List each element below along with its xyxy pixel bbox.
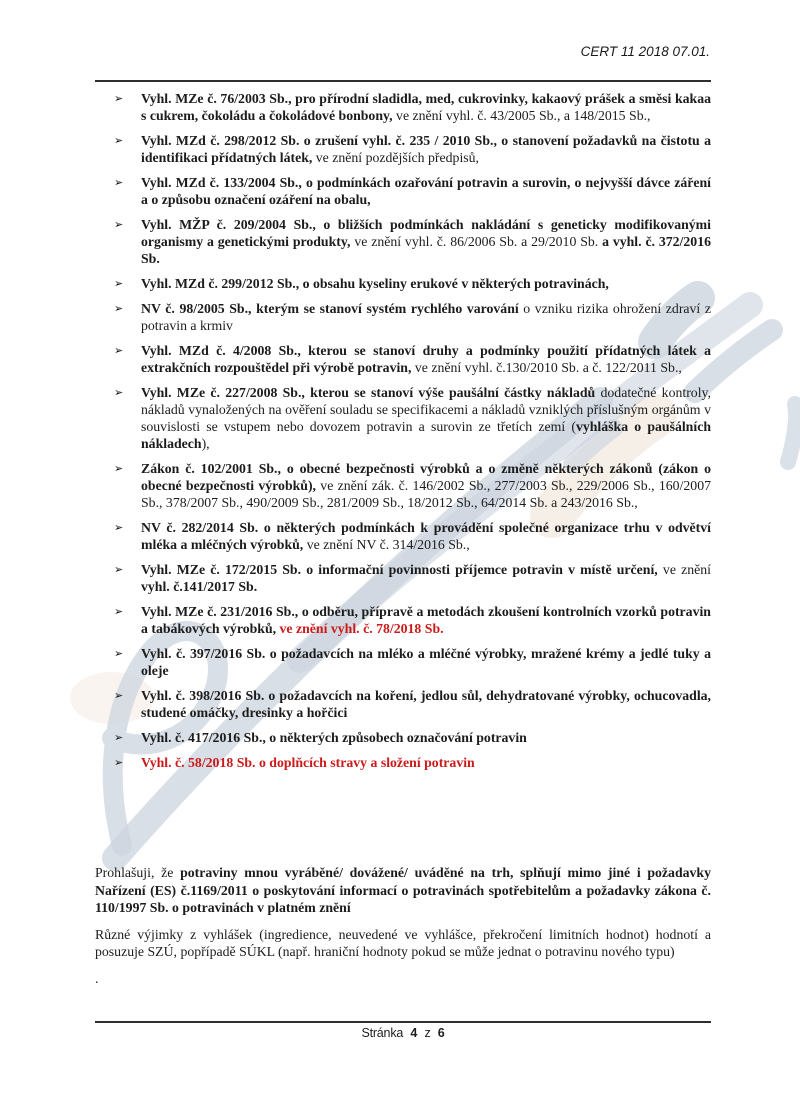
regulation-text <box>141 132 711 166</box>
regulation-text <box>141 729 711 746</box>
closing-paragraphs <box>95 864 711 987</box>
regulation-text <box>141 645 711 679</box>
arrow-bullet-icon: ➢ <box>114 277 124 290</box>
regulation-text <box>141 275 711 292</box>
list-item <box>95 216 711 267</box>
arrow-bullet-icon: ➢ <box>114 647 124 660</box>
page-footer <box>95 1026 711 1040</box>
text-segment: a vyhl. č. 372/2016 Sb. <box>141 234 711 266</box>
text-segment: Vyhl. MZe č. 231/2016 Sb., o odběru, přípravě a metodách zkoušení kontrolních vzorků potravin a tabákových výrobků, <box>141 604 711 636</box>
text-segment: ve znění zák. č. 146/2002 Sb., 277/2003 Sb., 229/2006 Sb., 160/2007 Sb., 378/2007 Sb., 490/2009 Sb., 281/2009 Sb., 18/2012 Sb., 64/2014 Sb. a 243/2016 Sb., <box>141 478 711 510</box>
text-segment: Vyhl. MZe č. 172/2015 Sb. o informační povinnosti příjemce potravin v místě určení, <box>141 562 658 577</box>
regulation-text <box>141 216 711 267</box>
list-item <box>95 460 711 511</box>
text-segment: Prohlašuji, že <box>95 865 181 880</box>
text-segment: ve znění <box>657 562 711 577</box>
regulation-text <box>141 460 711 511</box>
footer-separator: z <box>424 1026 431 1040</box>
arrow-bullet-icon: ➢ <box>114 176 124 189</box>
regulation-text <box>141 519 711 553</box>
text-segment: Vyhl. MZd č. 133/2004 Sb., o podmínkách ozařování potravin a surovin, o nejvyšší dávce záření a o způsobu označení ozáření na obalu, <box>141 175 711 207</box>
regulation-list <box>95 90 711 779</box>
footer-rule <box>95 1021 711 1023</box>
text-segment: Vyhl. č. 398/2016 Sb. o požadavcích na koření, jedlou sůl, dehydratované výrobky, ochucovadla, studené omáčky, dresinky a hořčici <box>141 688 711 720</box>
text-segment: Různé výjimky z vyhlášek (ingredience, neuvedené ve vyhlášce, překročení limitních hodnot) hodnotí a posuzuje SZÚ, popřípadě SÚKL (např. hraniční hodnoty pokud se může jednat o potravinu nového typu) <box>95 926 711 959</box>
regulation-text <box>141 603 711 637</box>
text-segment: potraviny mnou vyráběné/ dovážené/ uváděné na trh, splňují mimo jiné i požadavky Nařízení (ES) č.1169/2011 o poskytování informací o potravinách spotřebitelům a požadavky zákona č. 110/1997 Sb. o potravinách v platném znění <box>95 865 711 915</box>
text-segment: Vyhl. MZd č. 4/2008 Sb., kterou se stanoví druhy a podmínky použití přídatných látek a extrakčních rozpouštědel při výrobě potravin, <box>141 343 711 375</box>
text-segment: Vyhl. MŽP č. 209/2004 Sb., o bližších podmínkách nakládání s geneticky modifikovanými organismy a genetickými produkty, <box>141 217 711 249</box>
document-code: CERT 11 2018 07.01. <box>580 44 710 59</box>
list-item <box>95 132 711 166</box>
text-segment: . <box>95 970 99 986</box>
text-segment: Zákon č. 102/2001 Sb., o obecné bezpečnosti výrobků a o změně některých zákonů (zákon o obecné bezpečnosti výrobků), <box>141 461 711 493</box>
arrow-bullet-icon: ➢ <box>114 386 124 399</box>
text-segment: vyhl. č.141/2017 Sb. <box>141 579 258 594</box>
list-item <box>95 687 711 721</box>
text-segment: ve znění vyhl. č.130/2010 Sb. a č. 122/2011 Sb., <box>411 360 682 375</box>
text-segment: dodatečné kontroly, nákladů vynaložených na ověření souladu se specifikacemi a nákladů vzniklých příslušným orgánům v souvislosti se vstupem nebo dovozem potravin a surovin ze třetích zemí ( <box>141 385 711 434</box>
text-segment: Vyhl. MZe č. 227/2008 Sb., kterou se stanoví výše paušální částky nákladů <box>141 385 596 400</box>
list-item <box>95 754 711 771</box>
arrow-bullet-icon: ➢ <box>114 563 124 576</box>
arrow-bullet-icon: ➢ <box>114 521 124 534</box>
text-segment: Vyhl. MZd č. 298/2012 Sb. o zrušení vyhl. č. 235 / 2010 Sb., o stanovení požadavků na čistotu a identifikaci přídatných látek, <box>141 133 711 165</box>
arrow-bullet-icon: ➢ <box>114 462 124 475</box>
list-item <box>95 300 711 334</box>
list-item <box>95 90 711 124</box>
arrow-bullet-icon: ➢ <box>114 689 124 702</box>
regulation-text <box>141 90 711 124</box>
arrow-bullet-icon: ➢ <box>114 92 124 105</box>
header-rule <box>95 80 711 82</box>
text-segment: Vyhl. MZe č. 76/2003 Sb., pro přírodní sladidla, med, cukrovinky, kakaový prášek a směsi kakaa s cukrem, čokoládu a čokoládové bonbony, <box>141 91 711 123</box>
footer-page-number: 4 <box>410 1026 418 1040</box>
text-segment: Vyhl. č. 58/2018 Sb. o doplňcích stravy a složení potravin <box>141 755 475 770</box>
text-segment: Vyhl. č. 397/2016 Sb. o požadavcích na mléko a mléčné výrobky, mražené krémy a jedlé tuky a oleje <box>141 646 711 678</box>
text-segment: NV č. 98/2005 Sb., kterým se stanoví systém rychlého varování <box>141 301 519 316</box>
regulation-text <box>141 174 711 208</box>
arrow-bullet-icon: ➢ <box>114 756 124 769</box>
text-segment: Vyhl. MZd č. 299/2012 Sb., o obsahu kyseliny erukové v některých potravinách, <box>141 276 609 291</box>
text-segment: vyhláška o paušálních nákladech <box>141 419 711 451</box>
arrow-bullet-icon: ➢ <box>114 302 124 315</box>
text-segment: NV č. 282/2014 Sb. o některých podmínkách k provádění společné organizace trhu v odvětví mléka a mléčných výrobků, <box>141 520 711 552</box>
list-item <box>95 519 711 553</box>
text-segment: ve znění NV č. 314/2016 Sb., <box>303 537 470 552</box>
text-segment: o vzniku rizika ohrožení zdraví z potravin a krmiv <box>141 301 711 333</box>
list-item <box>95 603 711 637</box>
list-item <box>95 645 711 679</box>
regulation-text <box>141 754 711 771</box>
text-segment: ve znění vyhl. č. 86/2006 Sb. a 29/2010 Sb. <box>350 234 603 249</box>
list-item <box>95 174 711 208</box>
regulation-text <box>141 300 711 334</box>
list-item <box>95 384 711 452</box>
text-segment: ), <box>201 436 210 451</box>
arrow-bullet-icon: ➢ <box>114 218 124 231</box>
regulation-text <box>141 384 711 452</box>
list-item <box>95 275 711 292</box>
list-item <box>95 342 711 376</box>
footer-total-pages: 6 <box>437 1026 445 1040</box>
regulation-text <box>141 561 711 595</box>
text-segment: ve znění vyhl. č. 78/2018 Sb. <box>276 621 444 636</box>
arrow-bullet-icon: ➢ <box>114 605 124 618</box>
exceptions-paragraph <box>95 926 711 961</box>
arrow-bullet-icon: ➢ <box>114 731 124 744</box>
text-segment: ve znění pozdějších předpisů, <box>312 150 479 165</box>
list-item <box>95 729 711 746</box>
arrow-bullet-icon: ➢ <box>114 344 124 357</box>
regulation-text <box>141 342 711 376</box>
arrow-bullet-icon: ➢ <box>114 134 124 147</box>
declaration-paragraph <box>95 864 711 917</box>
text-segment: Vyhl. č. 417/2016 Sb., o některých způsobech označování potravin <box>141 730 527 745</box>
text-segment: ve znění vyhl. č. 43/2005 Sb., a 148/2015 Sb., <box>392 108 651 123</box>
list-item <box>95 561 711 595</box>
stray-period <box>95 970 711 988</box>
footer-label: Stránka <box>361 1026 404 1040</box>
regulation-text <box>141 687 711 721</box>
